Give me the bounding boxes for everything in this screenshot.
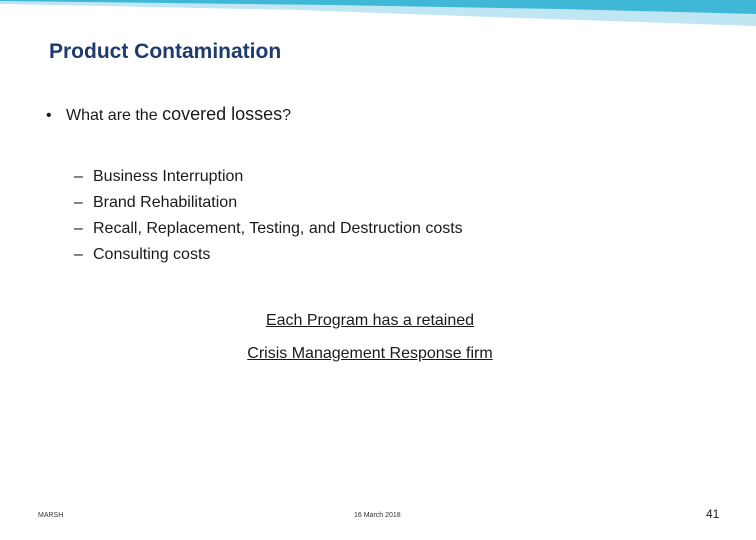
dash-icon: – <box>74 168 83 185</box>
sub-bullet-text: Brand Rehabilitation <box>93 194 238 211</box>
sub-bullet-list <box>74 164 463 268</box>
footer-date: 16 March 2018 <box>354 512 401 519</box>
callout-line-2: Crisis Management Response firm <box>247 345 493 362</box>
sub-bullet-text: Consulting costs <box>93 246 211 263</box>
bullet-text <box>66 104 292 124</box>
sub-bullet-item <box>74 164 463 190</box>
dash-icon: – <box>74 220 83 237</box>
dash-icon: – <box>74 246 83 263</box>
header-wave-band <box>0 0 756 36</box>
page-number: 41 <box>706 507 720 521</box>
bullet-trail: ? <box>282 107 292 124</box>
bullet-emphasis: covered losses <box>162 104 283 124</box>
dash-icon: – <box>74 194 83 211</box>
sub-bullet-text: Recall, Replacement, Testing, and Destruction costs <box>93 220 463 237</box>
callout-line-1: Each Program has a retained <box>265 312 475 329</box>
sub-bullet-item <box>74 242 463 268</box>
sub-bullet-item <box>74 190 463 216</box>
footer-logo: MARSH <box>38 512 64 519</box>
bullet-dot-icon: • <box>46 107 52 124</box>
bullet-item <box>46 104 291 125</box>
sub-bullet-text: Business Interruption <box>93 168 244 185</box>
slide-title: Product Contamination <box>49 40 282 63</box>
sub-bullet-item <box>74 216 463 242</box>
bullet-lead: What are the <box>66 107 158 124</box>
